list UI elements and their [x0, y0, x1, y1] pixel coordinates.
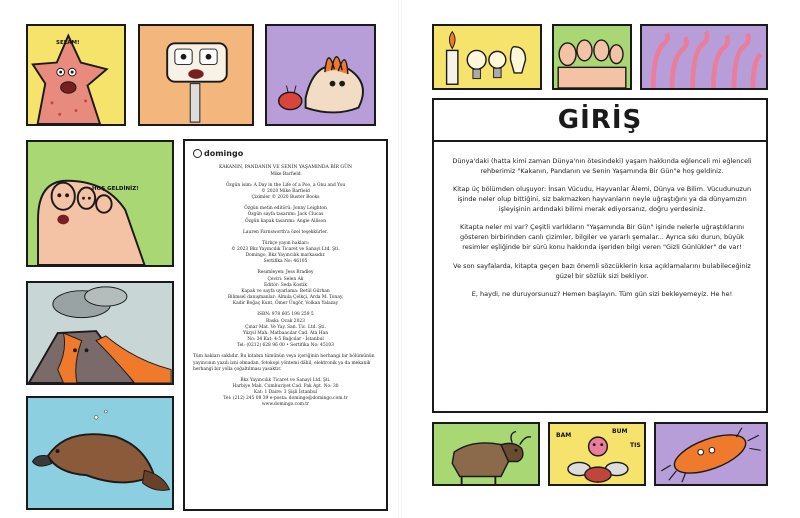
address-line: Bkz Yayıncılık Ticaret ve Sanayi Ltd. Şti. [240, 377, 331, 383]
platypus-illustration [28, 398, 172, 508]
microbe-panel [654, 422, 768, 486]
volcano-panel [26, 281, 174, 385]
imprint-line: Baskı: Ocak 2023 [266, 318, 305, 324]
imprint-line: Mike Barfield [270, 171, 301, 177]
imprint-page [183, 139, 388, 511]
toes-panel [26, 140, 174, 267]
sound-effect-bum: BUM [612, 428, 628, 435]
left-page [0, 0, 398, 518]
teeth-illustration [140, 26, 252, 124]
volcano-illustration [28, 283, 172, 383]
introduction-frame [432, 98, 768, 413]
toothbrush-panel [138, 24, 254, 126]
microbe-illustration [656, 424, 766, 484]
imprint-line: Kadir Boğaç Kunt, Ömer Üngör, Volkan Yalazay [232, 301, 339, 307]
imprint-line: © 2023 Bkz Yayıncılık Ticaret ve Sanayi Ltd. Şti. [231, 247, 340, 253]
flamingos-illustration [642, 26, 766, 88]
gnu-panel [432, 422, 540, 486]
intro-paragraph: Kitapta neler mi var? Çeşitli varlıkların "Yaşamında Bir Gün" işinde nelerle uğraştıklarını gösteren birbirinden canlı çizimler, bilgiler ve yararlı şemalar... Ayrıca sıkı durun, büyük resimler eşliğinde bir sürü konu hakkında işeriden bilgi veren "Gizli Günlükler" de var! [459, 223, 745, 252]
hermit-crab-panel [265, 24, 376, 126]
sound-effect-tis: TIS [630, 442, 641, 449]
imprint-line: Özgün isim: A Day in the Life of a Poo, a Gnu and You [225, 182, 346, 188]
right-page [402, 0, 800, 518]
imprint-line: Resimleyen: Jess Bradley [257, 270, 314, 276]
publisher-logo: domingo [193, 148, 378, 159]
imprint-line: Türkçe yayın hakları: [261, 240, 310, 246]
imprint-line: No: 34 Kat: 4-5 Bağcılar - İstanbul [247, 337, 324, 343]
sound-effect-bam: BAM [556, 432, 572, 439]
drummer-panel [548, 422, 646, 486]
candle-bulbs-illustration [434, 26, 540, 88]
imprint-line: Editör: Seda Kostik [263, 282, 308, 288]
imprint-line: ISBN: 978 605 198 259 5 [257, 312, 314, 318]
imprint-line: Tel: (0212) 628 96 00 • Sertifika No: 45103 [237, 343, 334, 349]
domingo-logo-icon [193, 149, 202, 158]
publisher-address [193, 378, 378, 409]
toes-top-illustration [554, 26, 630, 88]
imprint-line: Yüzyıl Mah. Matbaacılar Cad. Ata Han [242, 330, 329, 336]
imprint-line: Domingo, Bkz Yayıncılık markasıdır. [245, 253, 326, 259]
imprint-line: Çeviri: Selen Ak [267, 276, 304, 282]
imprint-line: Çınar Mat. Ve Yay. San. Tic. Ltd. Şti. [245, 324, 326, 330]
toes-speech: HOŞ GELDİNİZ! [92, 186, 139, 192]
gnu-illustration [434, 424, 538, 484]
hermit-crab-illustration [267, 26, 374, 124]
imprint-line: Sertifika No: 46105 [263, 259, 308, 265]
imprint-line: Bilimsel danışmanlar: Almıla Çelkçi, Arda M. Tonay, [227, 295, 344, 301]
address-line: www.domingo.com.tr [261, 402, 310, 408]
toes-illustration [28, 142, 172, 265]
flamingos-panel [640, 24, 768, 90]
imprint-credits [193, 165, 378, 349]
candles-panel [432, 24, 542, 90]
imprint-line: Lauren Farnsworth'a özel teşekkürler. [243, 229, 328, 235]
address-line: Tel: (212) 245 08 39 e-posta: domingo@domingo.com.tr [223, 396, 348, 402]
rights-notice: Tüm hakları saklıdır. Bu kitabın tümünün veya içeriğinin herhangi bir bölümünün yayıncının yazılı izni olmadan, fotokopi yöntemi dâhil, elektronik ya da mekanik herhangi bir yolla çoğaltılması yasaktır. [193, 354, 375, 372]
imprint-line: Çizimler © 2020 Buster Books [251, 195, 320, 201]
intro-paragraph: Dünya'daki (hatta kimi zaman Dünya'nın ötesindeki) yaşam hakkında eğlenceli mi eğlenceli rehberimiz "Kakanın, Pandanın ve Senin Yaşamında Bir Gün"e hoş geldiniz. [452, 157, 752, 176]
starfish-panel [26, 24, 126, 126]
platypus-panel [26, 396, 174, 510]
intro-paragraph: Ve son sayfalarda, kitapta geçen bazı önemli sözcüklerin kısa açıklamalarını bulabileceğiniz güzel bir sözlük sizi bekliyor. [453, 261, 751, 280]
imprint-line: © 2020 Mike Barfield [261, 188, 310, 194]
imprint-line: Özgün kapak tasarımı: Angie Allison [244, 218, 327, 224]
toes-top-panel [552, 24, 632, 90]
address-line: Harbiye Mah. Cumhuriyet Cad. Pak Apt. No: 30 [232, 383, 339, 389]
address-line: Kat: 1 Daire: 3 Şişli İstanbul [253, 390, 318, 396]
imprint-line: Özgün sayfa tasarımı: Jack Clucas [247, 212, 324, 218]
imprint-line: KAKANIN, PANDANIN VE SENİN YAŞAMINDA BİR GÜN [219, 165, 352, 171]
intro-paragraph: Kitap üç bölümden oluşuyor: İnsan Vücudu, Hayvanlar Âlemi, Dünya ve Bilim. Vücudunuzun işinde neler olup bittiğini, siz bakmazken hayvanların neyle uğraştığını ya da dünyamızın işleyişinin ardındaki bilimi merak ediyorsanız, doğru yerdesiniz. [452, 185, 752, 214]
imprint-line: Özgün metin editörü: Jonny Leighton [244, 206, 327, 212]
introduction-text [452, 156, 752, 307]
intro-paragraph: E, haydi, ne duruyorsunuz? Hemen başlayın. Tüm gün sizi bekleyemeyiz. He he! [471, 289, 733, 298]
starfish-speech: SELAM! [56, 40, 80, 46]
imprint-line: Kapak ve sayfa uyarlama: Betül Gürhan [241, 288, 330, 294]
page-heading: GİRİŞ [434, 100, 766, 142]
